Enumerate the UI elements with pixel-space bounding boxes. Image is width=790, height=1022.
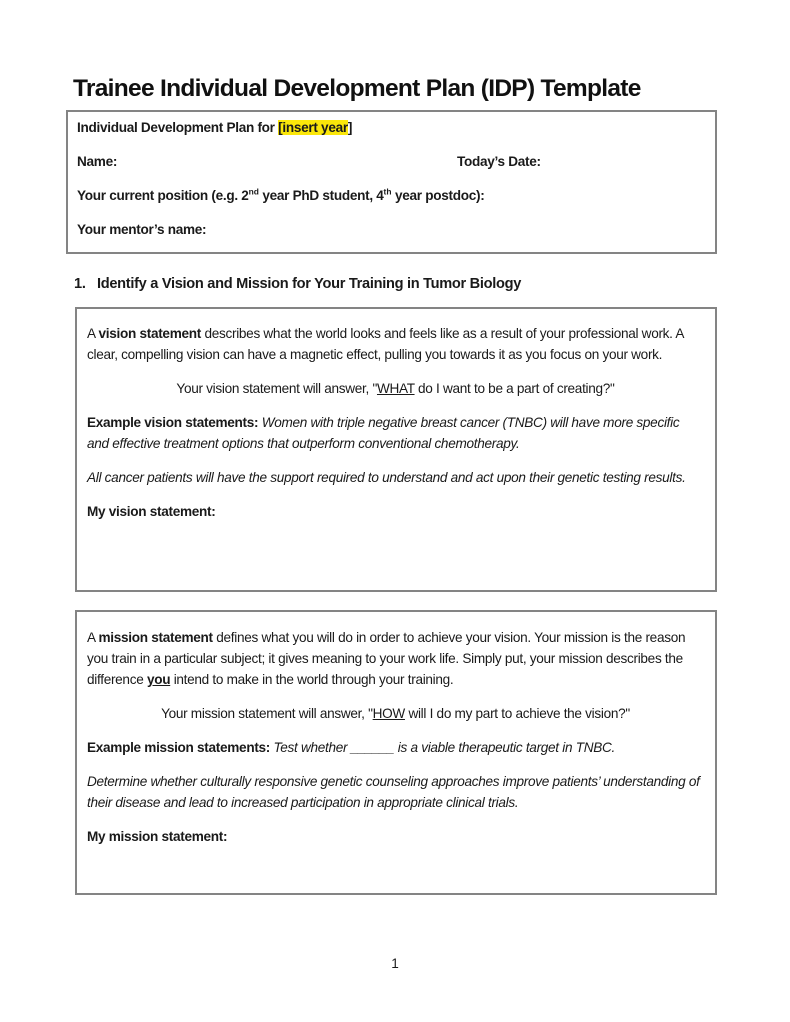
name-label: Name: [77, 154, 118, 169]
position-text-pre: Your current position (e.g. 2 [77, 188, 249, 203]
superscript-th: th [383, 186, 392, 197]
vision-answer-post: do I want to be a part of creating?" [414, 381, 615, 396]
vision-example-text: Women with triple negative breast cancer (TNBC) will have more specific and effective treatment options that outperform conventional chemotherapy. [87, 415, 680, 451]
section-1-heading [74, 274, 521, 295]
mission-example-2: Determine whether culturally responsive genetic counseling approaches improve patients’ understanding of their disease and lead to increased participation in appropriate clinical trials. [87, 774, 700, 810]
vision-example-paragraph [87, 412, 704, 454]
mission-statement-term: mission statement [98, 630, 213, 645]
mission-you-emphasis: you [146, 672, 171, 687]
vision-example-2: All cancer patients will have the support required to understand and act upon their genetic testing results. [87, 470, 686, 485]
mentor-name-label: Your mentor’s name: [77, 222, 207, 237]
todays-date-label: Today’s Date: [457, 154, 541, 169]
plan-for-text: Individual Development Plan for [77, 120, 279, 135]
mission-answer-pre: Your mission statement will answer, " [161, 706, 373, 721]
vision-what-underlined: WHAT [376, 381, 415, 396]
my-mission-statement-label: My mission statement: [87, 829, 228, 844]
current-position-line [77, 185, 706, 206]
section-number: 1. [74, 276, 86, 292]
section-heading-text: Identify a Vision and Mission for Your Training in Tumor Biology [97, 276, 522, 292]
plan-for-closing-bracket: ] [347, 120, 353, 135]
my-vision-statement-label: My vision statement: [87, 504, 216, 519]
vision-answer-pre: Your vision statement will answer, " [176, 381, 377, 396]
mission-how-underlined: HOW [372, 706, 405, 721]
vision-example-label: Example vision statements: [87, 415, 259, 430]
superscript-nd: nd [248, 186, 259, 197]
plan-for-line [77, 117, 706, 138]
mission-example-paragraph [87, 737, 704, 758]
position-text-post: year postdoc): [391, 188, 485, 203]
mission-answer-line [87, 703, 704, 724]
mission-example-label: Example mission statements: [87, 740, 271, 755]
vision-definition-paragraph [87, 323, 704, 365]
insert-year-highlight: [insert year [278, 120, 348, 135]
mission-def-mid: defines what you will do in order to achieve your vision. Your mission is the reason you train in a particular subject; it gives meaning to your work life. Simply put, your mission describes the difference [87, 630, 686, 687]
vision-statement-term: vision statement [98, 326, 201, 341]
page-number: 1 [391, 956, 399, 971]
mission-statement-box [75, 610, 717, 895]
mission-example-text: Test whether ______ is a viable therapeutic target in TNBC. [270, 740, 616, 755]
mission-def-pre: A [87, 630, 99, 645]
mission-answer-post: will I do my part to achieve the vision?" [404, 706, 630, 721]
header-info-box [66, 110, 717, 254]
vision-answer-line [87, 378, 704, 399]
position-text-mid: year PhD student, 4 [258, 188, 384, 203]
name-date-row [77, 151, 706, 172]
mission-definition-paragraph [87, 627, 704, 690]
vision-def-pre: A [87, 326, 99, 341]
vision-statement-box [75, 307, 717, 592]
document-title: Trainee Individual Development Plan (IDP) Template [73, 75, 641, 103]
mission-def-post: intend to make in the world through your training. [170, 672, 454, 687]
vision-def-post: describes what the world looks and feels like as a result of your professional work. A clear, compelling vision can have a magnetic effect, pulling you towards it as you focus on your work. [87, 326, 684, 362]
